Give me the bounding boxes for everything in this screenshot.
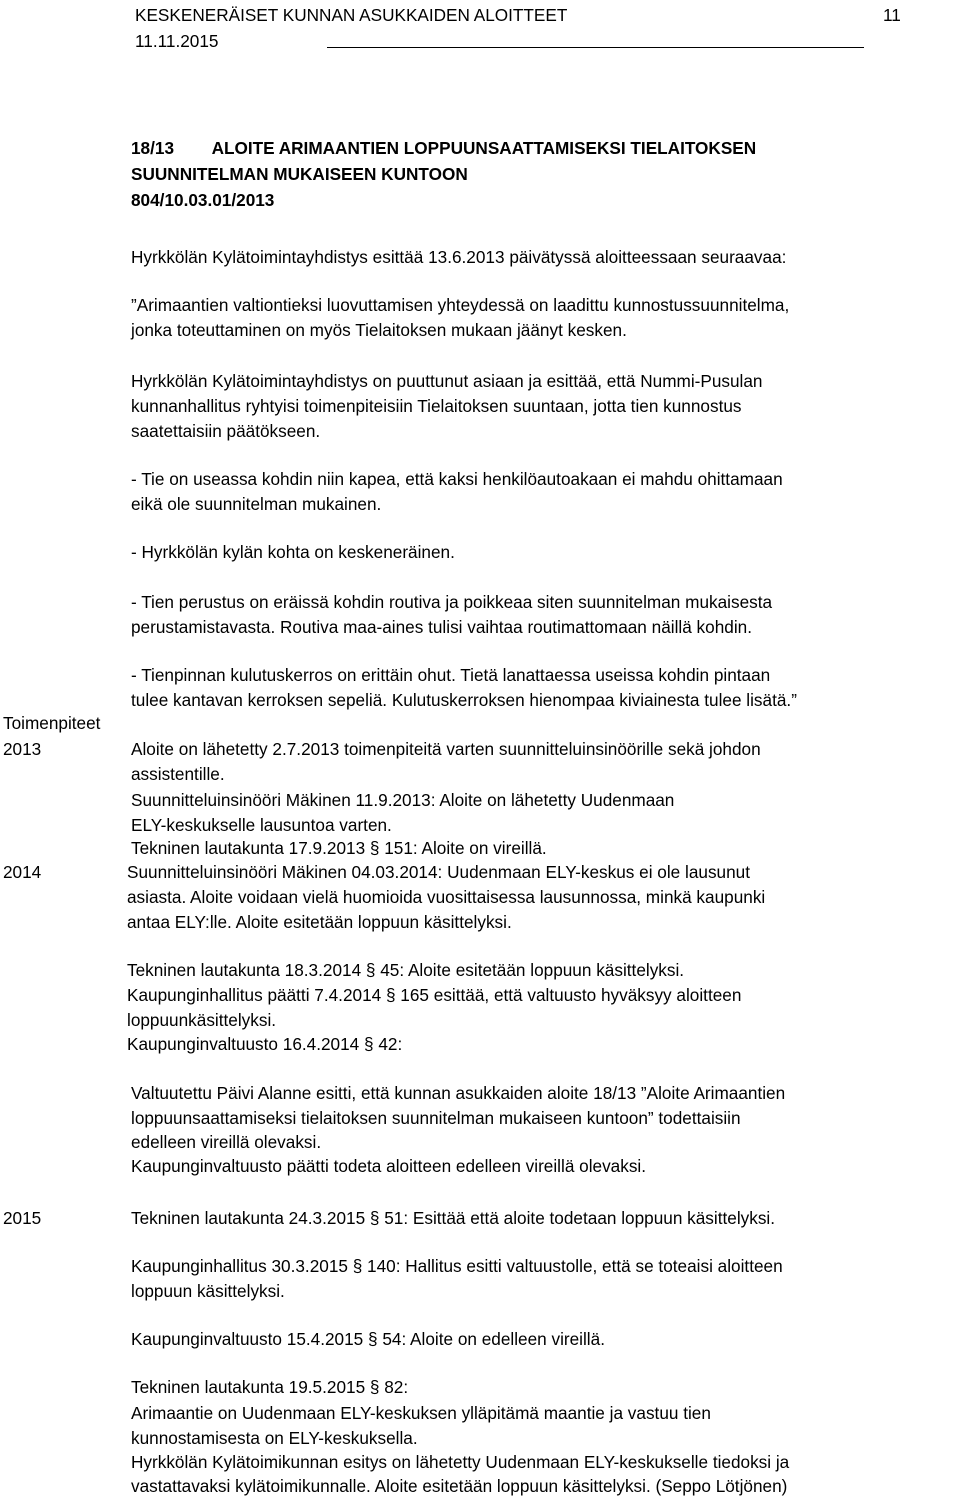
actions-heading: Toimenpiteet xyxy=(3,713,101,733)
action-line: Valtuutettu Päivi Alanne esitti, että kunnan asukkaiden aloite 18/13 ”Aloite Arimaantien xyxy=(131,1083,786,1103)
year-label: 2013 xyxy=(3,739,42,759)
action-line: Kaupunginvaltuusto päätti todeta aloitteen edelleen vireillä olevaksi. xyxy=(131,1156,647,1176)
body-line: perustamistavasta. Routiva maa-aines tulisi vaihtaa routimattomaan näillä kohdin. xyxy=(131,617,752,637)
initiative-heading: 18/13 ALOITE ARIMAANTIEN LOPPUUNSAATTAMISEKSI TIELAITOKSEN xyxy=(131,138,757,158)
action-line: Tekninen lautakunta 18.3.2014 § 45: Aloite esitetään loppuun käsittelyksi. xyxy=(127,960,685,980)
body-line: jonka toteuttaminen on myös Tielaitoksen mukaan jäänyt kesken. xyxy=(131,320,627,340)
action-line: assistentille. xyxy=(131,764,225,784)
body-line: - Tienpinnan kulutuskerros on erittäin ohut. Tietä lanattaessa useissa kohdin pintaan xyxy=(131,665,771,685)
action-line: Suunnitteluinsinööri Mäkinen 04.03.2014: Uudenmaan ELY-keskus ei ole lausunut xyxy=(127,862,750,882)
action-line: Arimaantie on Uudenmaan ELY-keskuksen ylläpitämä maantie ja vastuu tien xyxy=(131,1403,711,1423)
action-line: loppuunkäsittelyksi. xyxy=(127,1010,277,1030)
body-line: saatettaisiin päätökseen. xyxy=(131,421,321,441)
initiative-reference: 804/10.03.01/2013 xyxy=(131,190,275,210)
action-line: ELY-keskukselle lausuntoa varten. xyxy=(131,815,392,835)
header-rule xyxy=(327,47,864,48)
action-line: antaa ELY:lle. Aloite esitetään loppuun käsittelyksi. xyxy=(127,912,512,932)
body-line: - Tien perustus on eräissä kohdin routiva ja poikkeaa siten suunnitelman mukaisesta xyxy=(131,592,773,612)
action-line: asiasta. Aloite voidaan vielä huomioida vuosittaisessa lausunnossa, minkä kaupunki xyxy=(127,887,766,907)
action-line: kunnostamisesta on ELY-keskuksella. xyxy=(131,1428,418,1448)
body-line: - Tie on useassa kohdin niin kapea, että kaksi henkilöautoakaan ei mahdu ohittamaan xyxy=(131,469,783,489)
action-line: Tekninen lautakunta 19.5.2015 § 82: xyxy=(131,1377,409,1397)
action-line: Tekninen lautakunta 24.3.2015 § 51: Esittää että aloite todetaan loppuun käsittelyksi. xyxy=(131,1208,776,1228)
body-line: eikä ole suunnitelman mukainen. xyxy=(131,494,382,514)
action-line: Kaupunginhallitus 30.3.2015 § 140: Hallitus esitti valtuustolle, että se toteaisi aloitteen xyxy=(131,1256,783,1276)
action-line: vastattavaksi kylätoimikunnalle. Aloite esitetään loppuun käsittelyksi. (Seppo Lötjönen) xyxy=(131,1476,788,1496)
action-line: Kaupunginvaltuusto 16.4.2014 § 42: xyxy=(127,1034,403,1054)
body-line: ”Arimaantien valtiontieksi luovuttamisen yhteydessä on laadittu kunnostussuunnitelma, xyxy=(131,295,790,315)
action-line: Suunnitteluinsinööri Mäkinen 11.9.2013: Aloite on lähetetty Uudenmaan xyxy=(131,790,675,810)
body-line: - Hyrkkölän kylän kohta on keskeneräinen. xyxy=(131,542,455,562)
action-line: Tekninen lautakunta 17.9.2013 § 151: Aloite on vireillä. xyxy=(131,838,547,858)
header-title: KESKENERÄISET KUNNAN ASUKKAIDEN ALOITTEET xyxy=(135,5,568,25)
action-line: loppuunsaattamiseksi tielaitoksen suunnitelman mukaiseen kuntoon” todettaisiin xyxy=(131,1108,741,1128)
body-line: Hyrkkölän Kylätoimintayhdistys on puuttunut asiaan ja esittää, että Nummi-Pusulan xyxy=(131,371,763,391)
page-number: 11 xyxy=(883,5,901,25)
action-line: Kaupunginhallitus päätti 7.4.2014 § 165 esittää, että valtuusto hyväksyy aloitteen xyxy=(127,985,742,1005)
year-label: 2015 xyxy=(3,1208,42,1228)
initiative-heading-line2: SUUNNITELMAN MUKAISEEN KUNTOON xyxy=(131,164,468,184)
action-line: loppuun käsittelyksi. xyxy=(131,1281,285,1301)
header-date: 11.11.2015 xyxy=(135,31,219,51)
action-line: Kaupunginvaltuusto 15.4.2015 § 54: Aloite on edelleen vireillä. xyxy=(131,1329,605,1349)
body-line: Hyrkkölän Kylätoimintayhdistys esittää 13.6.2013 päivätyssä aloitteessaan seuraavaa: xyxy=(131,247,787,267)
body-line: tulee kantavan kerroksen sepeliä. Kulutuskerroksen hienompaa kiviainesta tulee lisätä.” xyxy=(131,690,797,710)
action-line: Hyrkkölän Kylätoimikunnan esitys on lähetetty Uudenmaan ELY-keskukselle tiedoksi ja xyxy=(131,1452,790,1472)
year-label: 2014 xyxy=(3,862,42,882)
action-line: edelleen vireillä olevaksi. xyxy=(131,1132,322,1152)
body-line: kunnanhallitus ryhtyisi toimenpiteisiin Tielaitoksen suuntaan, jotta tien kunnostus xyxy=(131,396,742,416)
action-line: Aloite on lähetetty 2.7.2013 toimenpiteitä varten suunnitteluinsinöörille sekä johdon xyxy=(131,739,761,759)
